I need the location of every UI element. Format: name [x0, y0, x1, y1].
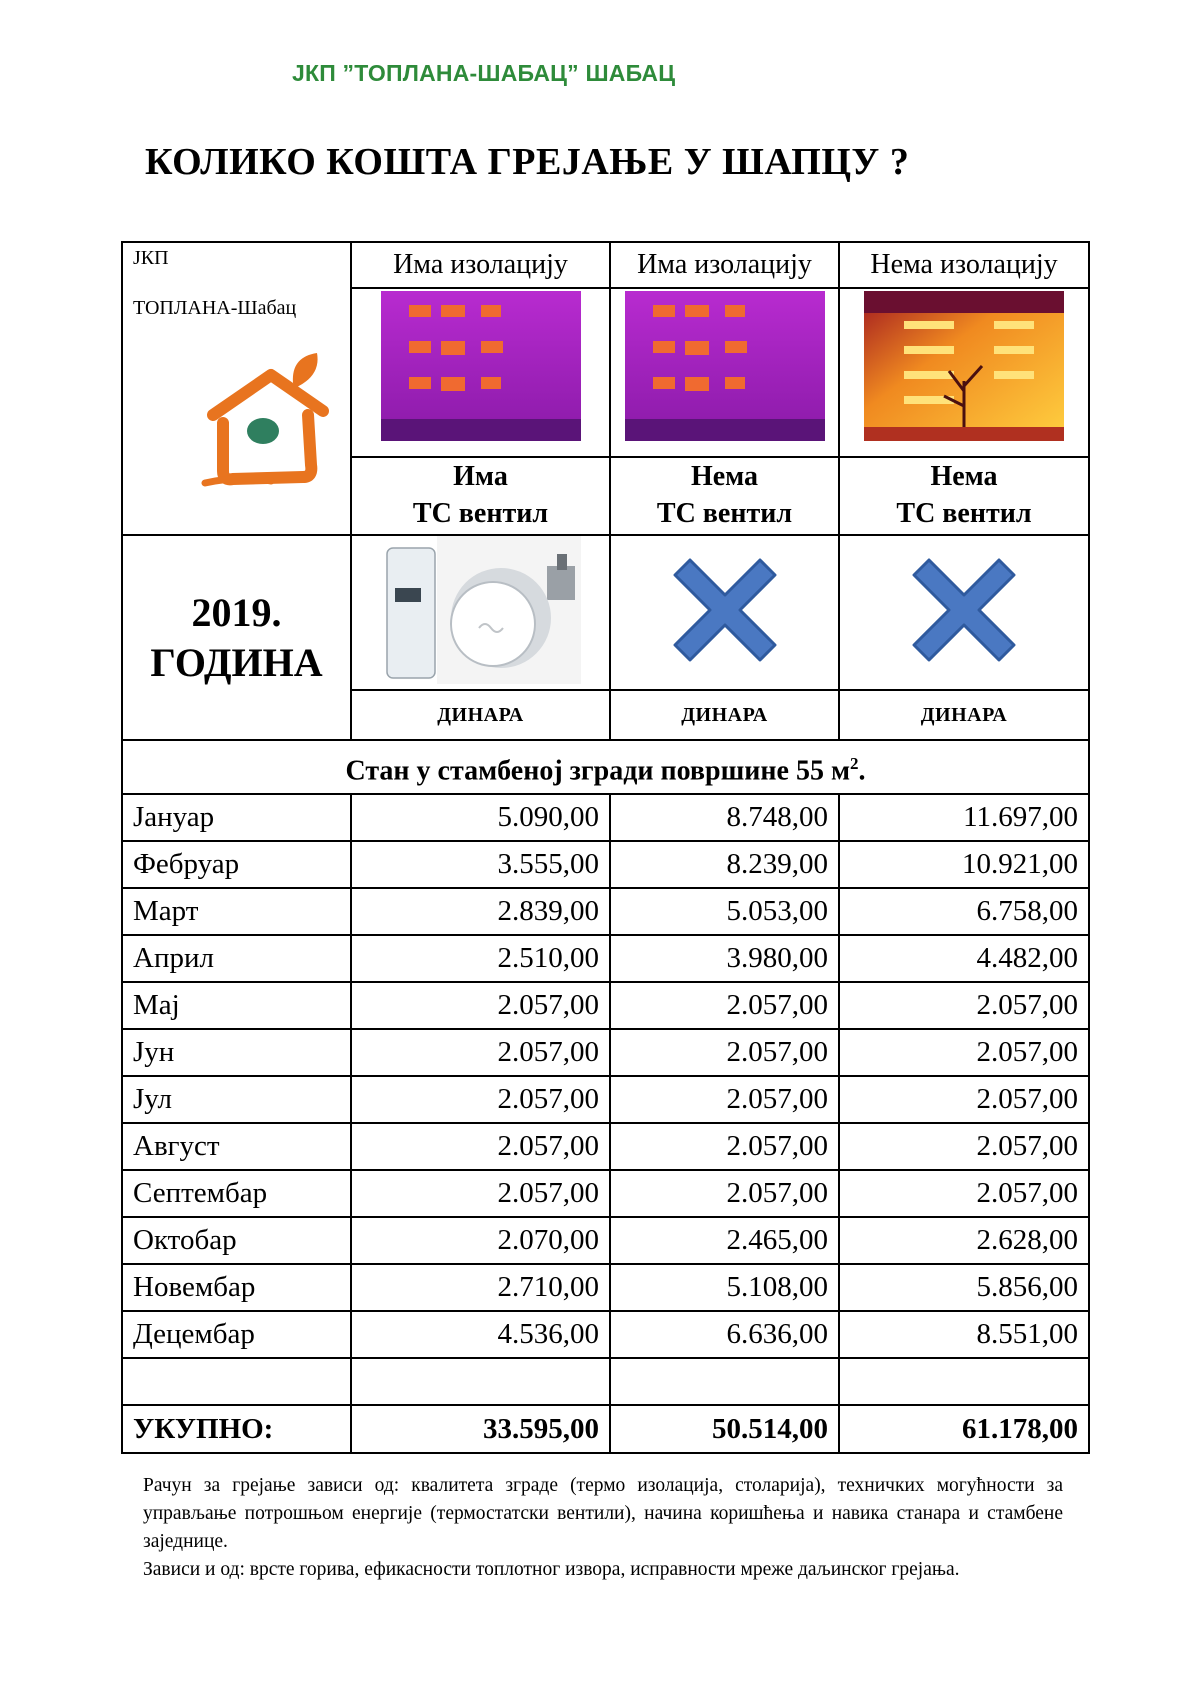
total-value-3: 61.178,00 — [839, 1405, 1089, 1453]
month-label: Октобар — [122, 1217, 351, 1264]
cost-value-1: 3.555,00 — [351, 841, 610, 888]
caption-superscript: 2 — [850, 754, 859, 773]
table-row — [122, 1029, 1089, 1076]
caption-suffix: . — [858, 755, 866, 787]
blank-cell — [351, 1358, 610, 1405]
device-cell-3 — [839, 535, 1089, 690]
unit-label-1: ДИНАРА — [351, 690, 610, 740]
month-label: Децембар — [122, 1311, 351, 1358]
note-paragraph-2: Зависи и од: врсте горива, ефикасности топлотног извора, исправности мреже даљинског грејања. — [143, 1559, 960, 1580]
cost-value-3: 2.057,00 — [839, 1076, 1089, 1123]
cost-value-1: 5.090,00 — [351, 794, 610, 841]
header-insulation-2: Има изолацију — [610, 242, 839, 288]
cost-value-2: 2.057,00 — [610, 1029, 839, 1076]
cost-value-3: 11.697,00 — [839, 794, 1089, 841]
cost-value-1: 2.510,00 — [351, 935, 610, 982]
table-row — [122, 1311, 1089, 1358]
cost-value-2: 5.108,00 — [610, 1264, 839, 1311]
total-row — [122, 1405, 1089, 1453]
thermal-building-image — [625, 291, 825, 441]
table-row — [122, 794, 1089, 841]
blue-x-icon — [670, 555, 780, 665]
device-cell-2 — [610, 535, 839, 690]
valve-header-1 — [351, 457, 610, 535]
cost-value-1: 2.057,00 — [351, 1076, 610, 1123]
blank-cell — [839, 1358, 1089, 1405]
total-label: УКУПНО: — [122, 1405, 351, 1453]
valve-header-1-line2: ТС вентил — [412, 498, 549, 529]
device-cell-1 — [351, 535, 610, 690]
total-value-1: 33.595,00 — [351, 1405, 610, 1453]
thermal-image-cell-3 — [839, 288, 1089, 457]
table-row — [122, 1170, 1089, 1217]
organization-header: ЈКП ”ТОПЛАНА-ШАБАЦ” ШАБАЦ — [292, 60, 676, 86]
cost-value-2: 6.636,00 — [610, 1311, 839, 1358]
month-label: Јун — [122, 1029, 351, 1076]
cost-value-1: 2.839,00 — [351, 888, 610, 935]
unit-label-2: ДИНАРА — [610, 690, 839, 740]
month-label: Јануар — [122, 794, 351, 841]
table-row — [122, 1076, 1089, 1123]
valve-header-3 — [839, 457, 1089, 535]
blue-x-icon — [909, 555, 1019, 665]
year-label: ГОДИНА — [150, 639, 323, 685]
note-paragraph-1: Рачун за грејање зависи од: квалитета зграде (термо изолација, столарија), техничких могућности за управљање потрошњом енергије (термостатски вентили), начина коришћења и навика станара и стамбене заједнице. — [143, 1475, 1063, 1552]
total-value-2: 50.514,00 — [610, 1405, 839, 1453]
cost-value-3: 10.921,00 — [839, 841, 1089, 888]
org-line-1: ЈКП — [133, 247, 169, 269]
month-label: Септембар — [122, 1170, 351, 1217]
cost-value-2: 2.057,00 — [610, 1076, 839, 1123]
cost-value-3: 8.551,00 — [839, 1311, 1089, 1358]
cost-value-1: 2.070,00 — [351, 1217, 610, 1264]
header-insulation-1: Има изолацију — [351, 242, 610, 288]
table-row — [122, 1264, 1089, 1311]
cost-value-1: 2.057,00 — [351, 1170, 610, 1217]
cost-value-2: 3.980,00 — [610, 935, 839, 982]
valve-header-3-line2: ТС вентил — [896, 498, 1032, 529]
thermostatic-valve-image — [381, 536, 581, 684]
unit-label-3: ДИНАРА — [839, 690, 1089, 740]
cost-value-1: 4.536,00 — [351, 1311, 610, 1358]
cost-value-2: 2.465,00 — [610, 1217, 839, 1264]
org-line-2: ТОПЛАНА-Шабац — [133, 297, 297, 319]
month-label: Мај — [122, 982, 351, 1029]
month-label: Фебруар — [122, 841, 351, 888]
blank-row — [122, 1358, 1089, 1405]
blank-cell — [122, 1358, 351, 1405]
cost-value-3: 5.856,00 — [839, 1264, 1089, 1311]
organization-cell — [122, 242, 351, 535]
heating-cost-table — [121, 241, 1090, 1454]
table-row — [122, 1123, 1089, 1170]
cost-value-1: 2.710,00 — [351, 1264, 610, 1311]
cost-value-3: 2.057,00 — [839, 982, 1089, 1029]
month-label: Јул — [122, 1076, 351, 1123]
thermal-building-image-hot — [864, 291, 1064, 441]
cost-value-3: 2.057,00 — [839, 1123, 1089, 1170]
cost-value-3: 4.482,00 — [839, 935, 1089, 982]
cost-value-3: 2.057,00 — [839, 1170, 1089, 1217]
blank-cell — [610, 1358, 839, 1405]
cost-value-1: 2.057,00 — [351, 1123, 610, 1170]
header-insulation-3: Нема изолацију — [839, 242, 1089, 288]
cost-value-2: 5.053,00 — [610, 888, 839, 935]
table-row — [122, 841, 1089, 888]
caption-text: Стан у стамбеној згради површине 55 м — [345, 755, 851, 787]
house-logo-icon — [193, 353, 333, 493]
month-label: Март — [122, 888, 351, 935]
cost-value-1: 2.057,00 — [351, 982, 610, 1029]
valve-header-2-line1: Нема — [690, 461, 759, 492]
valve-header-1-line1: Има — [453, 461, 508, 492]
cost-value-2: 2.057,00 — [610, 982, 839, 1029]
valve-header-3-line1: Нема — [930, 461, 998, 492]
page-title: КОЛИКО КОШТА ГРЕЈАЊЕ У ШАПЦУ ? — [145, 141, 910, 183]
year-number: 2019. — [191, 589, 282, 635]
thermal-image-cell-2 — [610, 288, 839, 457]
apartment-caption — [122, 740, 1089, 794]
cost-value-1: 2.057,00 — [351, 1029, 610, 1076]
cost-value-3: 6.758,00 — [839, 888, 1089, 935]
year-cell — [122, 535, 351, 740]
valve-header-2 — [610, 457, 839, 535]
cost-value-2: 8.239,00 — [610, 841, 839, 888]
thermal-building-image — [381, 291, 581, 441]
cost-value-3: 2.628,00 — [839, 1217, 1089, 1264]
table-row — [122, 888, 1089, 935]
cost-value-2: 2.057,00 — [610, 1123, 839, 1170]
table-row — [122, 935, 1089, 982]
cost-value-3: 2.057,00 — [839, 1029, 1089, 1076]
valve-header-2-line2: ТС вентил — [656, 498, 793, 529]
month-label: Април — [122, 935, 351, 982]
thermal-image-cell-1 — [351, 288, 610, 457]
cost-value-2: 8.748,00 — [610, 794, 839, 841]
table-row — [122, 1217, 1089, 1264]
table-row — [122, 982, 1089, 1029]
month-label: Август — [122, 1123, 351, 1170]
cost-value-2: 2.057,00 — [610, 1170, 839, 1217]
month-label: Новембар — [122, 1264, 351, 1311]
